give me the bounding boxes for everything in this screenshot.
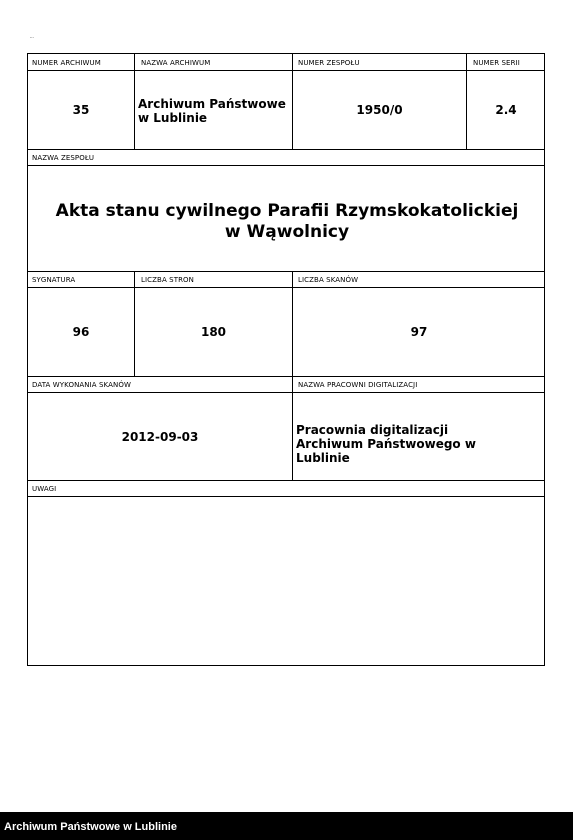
numer-zespolu-label: NUMER ZESPOŁU [298, 59, 360, 67]
corner-mark: ··· [30, 35, 34, 40]
numer-archiwum-label: NUMER ARCHIWUM [32, 59, 101, 67]
rule [292, 376, 293, 480]
numer-zespolu-value: 1950/0 [356, 103, 403, 117]
uwagi-label: UWAGI [32, 485, 57, 493]
nazwa-archiwum-value: Archiwum Państwowe w Lublinie [138, 97, 286, 125]
rule [28, 496, 544, 497]
sygnatura-value: 96 [72, 325, 90, 339]
numer-serii-label: NUMER SERII [473, 59, 520, 67]
rule [134, 54, 135, 149]
liczba-skanow-label: LICZBA SKANÓW [298, 276, 359, 284]
nazwa-pracowni-value: Pracownia digitalizacji Archiwum Państwowego w Lublinie [296, 423, 476, 465]
nazwa-pracowni-label: NAZWA PRACOWNI DIGITALIZACJI [298, 381, 418, 389]
data-wykonania-label: DATA WYKONANIA SKANÓW [32, 381, 131, 389]
numer-serii-value: 2.4 [495, 103, 517, 117]
nazwa-zespolu-value: Akta stanu cywilnego Parafii Rzymskokatolickiej w Wąwolnicy [55, 201, 519, 242]
rule [28, 376, 544, 377]
rule [28, 165, 544, 166]
numer-archiwum-value: 35 [72, 103, 90, 117]
liczba-skanow-value: 97 [410, 325, 428, 339]
sygnatura-label: SYGNATURA [32, 276, 76, 284]
liczba-stron-value: 180 [200, 325, 227, 339]
scan-metadata-form [27, 53, 545, 666]
rule [28, 480, 544, 481]
nazwa-archiwum-label: NAZWA ARCHIWUM [141, 59, 211, 67]
nazwa-zespolu-label: NAZWA ZESPOŁU [32, 154, 95, 162]
rule [28, 149, 544, 150]
footer-archive-name: Archiwum Państwowe w Lublinie [4, 821, 177, 833]
liczba-stron-label: LICZBA STRON [141, 276, 194, 284]
data-wykonania-value: 2012-09-03 [121, 429, 199, 444]
footer-bar [0, 812, 573, 840]
rule [28, 271, 544, 272]
